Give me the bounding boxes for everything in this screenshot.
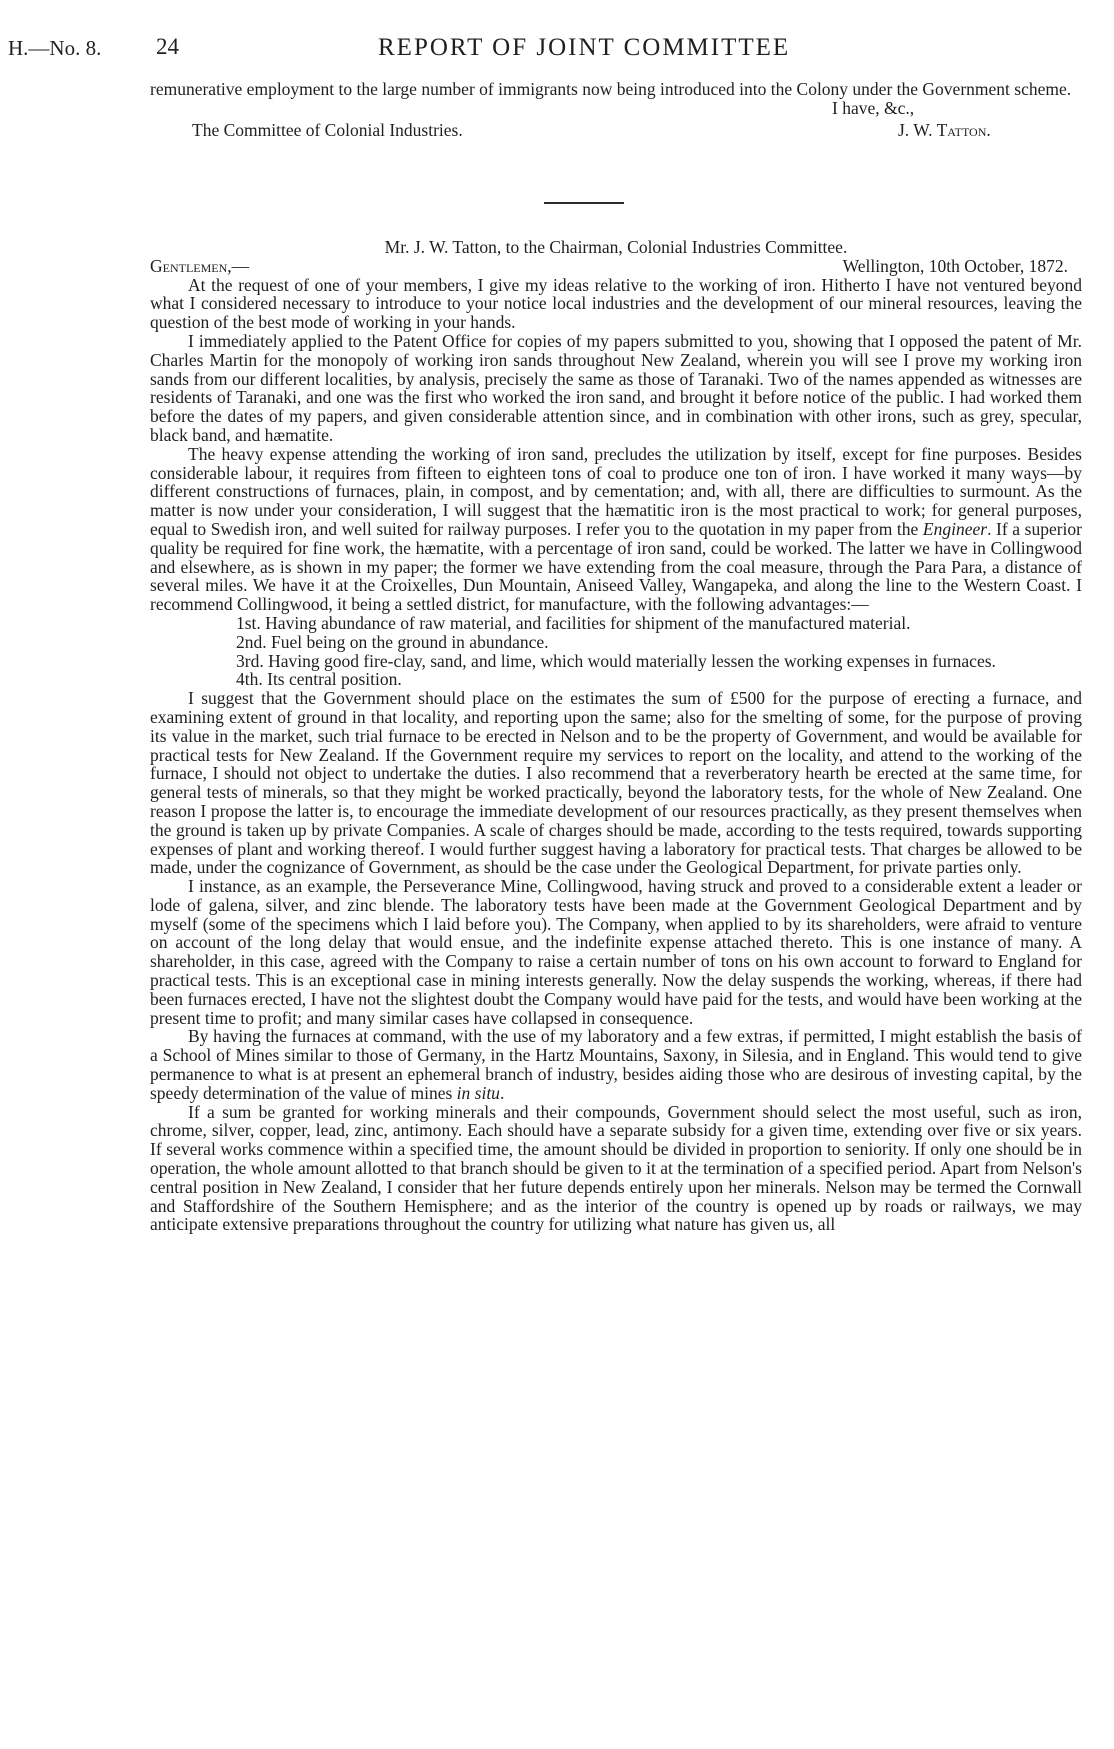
- advantages-list: [236, 614, 1082, 689]
- list-item: 3rd. Having good fire-clay, sand, and lime, which would materially lessen the working expenses in furnaces.: [236, 650, 996, 671]
- paragraph-text: By having the furnaces at command, with the use of my laboratory and a few extras, if permitted, I might establish the basis of a School of Mines similar to those of Germany, in the Hartz Mountains, Saxony, in Silesia, and in England. This would tend to give permanence to what is at present an ephemeral branch of industry, besides aiding those who are desirous of investing capital, by the speedy determination of the value of mines: [150, 1026, 1082, 1103]
- page-number: 24: [156, 34, 179, 59]
- list-item: 2nd. Fuel being on the ground in abundance.: [236, 631, 549, 652]
- intro-paragraph: remunerative employment to the large number of immigrants now being introduced into the Colony under the Government scheme.: [150, 79, 1072, 99]
- paragraph-text: . If a superior quality be required for fine work, the hæmatite, with a percentage of iron sand, could be worked. The latter we have in Collingwood and elsewhere, as is shown in my paper; the former we have extending from the coal measure, through the Para Para, a distance of several miles. We have it at the Croixelles, Dun Mountain, Aniseed Valley, Wangapeka, and along the line to the Western Coast. I recommend Collingwood, it being a settled district, for manufacture, with the following advantages:—: [150, 518, 1082, 615]
- salutation-line: [150, 257, 1082, 276]
- running-title: REPORT OF JOINT COMMITTEE: [378, 34, 791, 61]
- page-header: [8, 34, 1078, 68]
- paragraph-text: The heavy expense attending the working of iron sand, precludes the utilization by itself, except for fine purposes. Besides considerable labour, it requires from fifteen to eighteen tons of coal to produce one ton of iron. I have worked it many ways—by different constructions of furnaces, plain, in compost, and by cementation; and, with all, there are difficulties to surmount. As the matter is now under your consideration, I will suggest that the hæmatitic iron is the most practical to work; for general purposes, equal to Swedish iron, and well suited for railway purposes. I refer you to the quotation in my paper from the: [150, 443, 1082, 539]
- letter-heading: Mr. J. W. Tatton, to the Chairman, Colonial Industries Committee.: [384, 236, 848, 257]
- list-item: 4th. Its central position.: [236, 669, 402, 690]
- paragraph: I immediately applied to the Patent Office for copies of my papers submitted to you, showing that I opposed the patent of Mr. Charles Martin for the monopoly of working iron sands throughout New Zealand, wherein you will see I prove my working iron sands from our different localities, by analysis, precisely the same as those of Taranaki. Two of the names appended as witnesses are residents of Taranaki, and one was the first who worked the iron sand, and brought it before notice of the public. I had worked them before the dates of my papers, and given considerable attention since, and in combination with other irons, such as grey, specular, black band, and hæmatite.: [150, 330, 1082, 445]
- paragraph: I suggest that the Government should place on the estimates the sum of £500 for the purpose of erecting a furnace, and examining extent of ground in that locality, and reporting upon the same; also for the smelting of some, for the purpose of proving its value in the market, such trial furnace to be erected in Nelson and to be the property of Government, and would be available for practical tests for New Zealand. If the Government require my services to report on the locality, and attend to the working of the furnace, I should not object to undertake the duties. I also recommend that a reverberatory hearth be erected at the same time, for general tests of minerals, so that they might be worked practically, beyond the laboratory tests, for the whole of New Zealand. One reason I propose the latter is, to encourage the immediate development of our resources practically, as they present themselves when the ground is taken up by private Companies. A scale of charges should be made, according to the tests required, towards supporting expenses of plant and working thereof. I would further suggest having a laboratory for practical tests. That charges be allowed to be made, under the cognizance of Government, as should be the case under the Geological Department, for private parties only.: [150, 688, 1082, 878]
- paragraph-text: .: [499, 1082, 505, 1103]
- publication-title: Engineer: [922, 518, 988, 539]
- paragraph: If a sum be granted for working minerals and their compounds, Government should select the most useful, such as iron, chrome, silver, copper, lead, zinc, antimony. Each should have a separate subsidy for a given time, extending over five or six years. If several works commence within a specified time, the amount should be divided in proportion to seniority. If only one should be in operation, the whole amount allotted to that branch should be given to it at the termination of a specified period. Apart from Nelson's central position in New Zealand, I consider that her future depends entirely upon her minerals. Nelson may be termed the Cornwall and Staffordshire of the Southern Hemisphere; and as the interior of the country is opened up by roads or railways, we may anticipate extensive preparations throughout the country for utilizing what nature has given us, all: [150, 1101, 1082, 1235]
- dateline: Wellington, 10th October, 1872.: [842, 255, 1068, 276]
- list-item: 1st. Having abundance of raw material, and facilities for shipment of the manufactured material.: [236, 612, 911, 633]
- latin-phrase: in situ: [456, 1082, 500, 1103]
- section-divider: [544, 202, 624, 204]
- salutation: Gentlemen,—: [150, 255, 250, 276]
- paragraph: [150, 1027, 1082, 1102]
- paragraph: At the request of one of your members, I give my ideas relative to the working of iron. Hitherto I have not ventured beyond what I considered necessary to introduce to your notice local industries and the development of our mineral resources, leaving the question of the best mode of working in your hands.: [150, 274, 1082, 333]
- signoff-block: [150, 99, 1082, 155]
- document-reference: H.—No. 8.: [8, 36, 102, 60]
- addressee: The Committee of Colonial Industries.: [192, 119, 463, 140]
- document-body: [150, 80, 1082, 1234]
- signature: J. W. Tatton.: [898, 119, 991, 140]
- paragraph: I instance, as an example, the Perseverance Mine, Collingwood, having struck and proved to a considerable extent a leader or lode of galena, silver, and zinc blende. The laboratory tests have been made at the Government Geological Department and by myself (some of the specimens which I laid before you). The Company, when applied to by its shareholders, were afraid to venture on account of the long delay that would ensue, and the indefinite expense attached thereto. This is one instance of many. A shareholder, in this case, agreed with the Company to raise a certain number of tons on his own account to forward to England for practical tests. This is an exceptional case in mining interests generally. Now the delay suspends the working, whereas, if there had been furnaces erected, I have not the slightest doubt the Company would have paid for the tests, and would have been working at the present time to profit; and many similar cases have collapsed in consequence.: [150, 876, 1082, 1028]
- paragraph: [150, 445, 1082, 614]
- closing-phrase: I have, &c.,: [832, 97, 915, 118]
